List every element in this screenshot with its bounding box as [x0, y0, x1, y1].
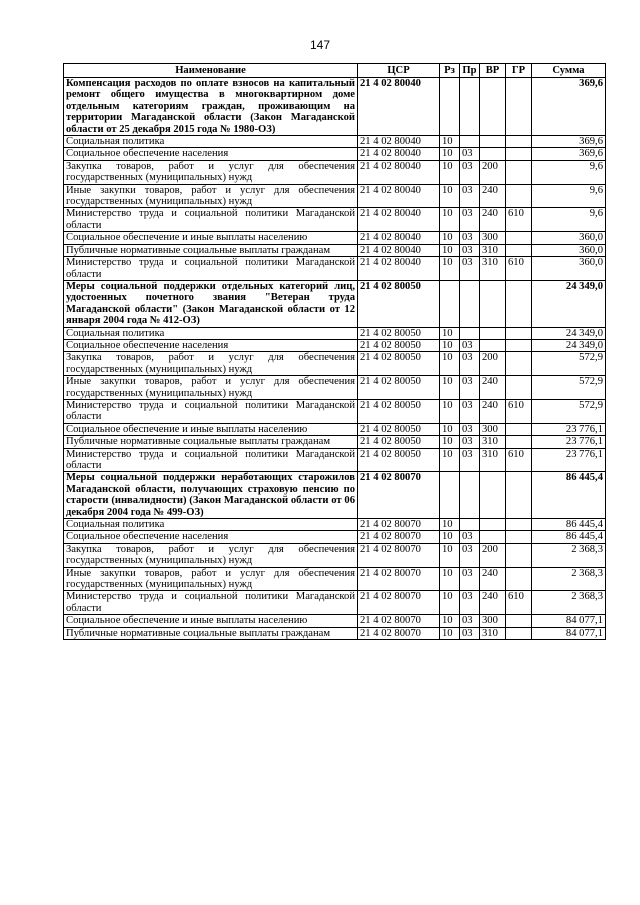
row-sum-cell: 9,6: [532, 184, 606, 208]
table-row: [64, 591, 606, 615]
column-header-gr: ГР: [506, 64, 532, 78]
row-sum-cell: 23 776,1: [532, 436, 606, 448]
row-pr-cell: 03: [460, 232, 480, 244]
row-csr-cell: 21 4 02 80050: [358, 423, 440, 435]
row-rz-cell: 10: [440, 436, 460, 448]
row-csr-cell: 21 4 02 80070: [358, 531, 440, 543]
row-pr-cell: [460, 327, 480, 339]
row-csr-cell: 21 4 02 80040: [358, 257, 440, 281]
row-sum-cell: 23 776,1: [532, 448, 606, 472]
row-sum-cell: 86 445,4: [532, 531, 606, 543]
row-pr-cell: [460, 136, 480, 148]
row-gr-cell: [506, 280, 532, 327]
table-row: [64, 280, 606, 327]
row-gr-cell: [506, 436, 532, 448]
row-name-cell: Иные закупки товаров, работ и услуг для обеспечения государственных (муниципальных) нужд: [64, 567, 358, 591]
row-csr-cell: 21 4 02 80070: [358, 627, 440, 639]
table-row: [64, 148, 606, 160]
table-row: [64, 519, 606, 531]
row-vr-cell: 300: [480, 423, 506, 435]
row-vr-cell: 240: [480, 591, 506, 615]
row-csr-cell: 21 4 02 80070: [358, 567, 440, 591]
column-header-name: Наименование: [64, 64, 358, 78]
row-name-cell: Публичные нормативные социальные выплаты гражданам: [64, 627, 358, 639]
row-gr-cell: 610: [506, 448, 532, 472]
table-row: [64, 376, 606, 400]
row-vr-cell: [480, 280, 506, 327]
row-csr-cell: 21 4 02 80050: [358, 376, 440, 400]
row-sum-cell: 572,9: [532, 352, 606, 376]
row-sum-cell: 2 368,3: [532, 567, 606, 591]
row-gr-cell: [506, 531, 532, 543]
row-csr-cell: 21 4 02 80050: [358, 399, 440, 423]
row-rz-cell: 10: [440, 148, 460, 160]
table-row: [64, 423, 606, 435]
table-header-row: [64, 64, 606, 78]
row-csr-cell: 21 4 02 80040: [358, 244, 440, 256]
row-pr-cell: 03: [460, 257, 480, 281]
row-gr-cell: [506, 615, 532, 627]
row-gr-cell: [506, 352, 532, 376]
row-vr-cell: 310: [480, 448, 506, 472]
row-sum-cell: 84 077,1: [532, 627, 606, 639]
table-body: [64, 78, 606, 640]
row-pr-cell: 03: [460, 591, 480, 615]
row-name-cell: Министерство труда и социальной политики Магаданской области: [64, 399, 358, 423]
row-gr-cell: [506, 423, 532, 435]
row-csr-cell: 21 4 02 80070: [358, 472, 440, 519]
row-csr-cell: 21 4 02 80040: [358, 148, 440, 160]
row-pr-cell: 03: [460, 627, 480, 639]
row-rz-cell: 10: [440, 519, 460, 531]
row-rz-cell: [440, 78, 460, 136]
row-name-cell: Министерство труда и социальной политики Магаданской области: [64, 208, 358, 232]
row-pr-cell: 03: [460, 244, 480, 256]
table-row: [64, 327, 606, 339]
row-rz-cell: 10: [440, 448, 460, 472]
row-name-cell: Социальное обеспечение населения: [64, 148, 358, 160]
row-gr-cell: 610: [506, 399, 532, 423]
row-csr-cell: 21 4 02 80050: [358, 339, 440, 351]
row-pr-cell: [460, 519, 480, 531]
row-vr-cell: [480, 472, 506, 519]
row-rz-cell: 10: [440, 399, 460, 423]
row-pr-cell: 03: [460, 208, 480, 232]
row-rz-cell: 10: [440, 232, 460, 244]
row-pr-cell: 03: [460, 543, 480, 567]
row-gr-cell: [506, 627, 532, 639]
row-gr-cell: [506, 184, 532, 208]
row-sum-cell: 360,0: [532, 257, 606, 281]
column-header-pr: Пр: [460, 64, 480, 78]
table-row: [64, 472, 606, 519]
row-vr-cell: 200: [480, 160, 506, 184]
row-gr-cell: 610: [506, 591, 532, 615]
row-name-cell: Социальное обеспечение и иные выплаты населению: [64, 232, 358, 244]
row-name-cell: Министерство труда и социальной политики Магаданской области: [64, 257, 358, 281]
table-row: [64, 352, 606, 376]
row-pr-cell: 03: [460, 423, 480, 435]
row-sum-cell: 24 349,0: [532, 339, 606, 351]
row-csr-cell: 21 4 02 80070: [358, 543, 440, 567]
row-vr-cell: 200: [480, 543, 506, 567]
column-header-rz: Рз: [440, 64, 460, 78]
table-row: [64, 543, 606, 567]
row-sum-cell: 572,9: [532, 376, 606, 400]
row-pr-cell: [460, 280, 480, 327]
row-rz-cell: 10: [440, 591, 460, 615]
row-csr-cell: 21 4 02 80040: [358, 208, 440, 232]
row-rz-cell: 10: [440, 376, 460, 400]
row-gr-cell: 610: [506, 257, 532, 281]
row-gr-cell: [506, 339, 532, 351]
row-pr-cell: [460, 78, 480, 136]
row-sum-cell: 360,0: [532, 244, 606, 256]
row-pr-cell: 03: [460, 531, 480, 543]
row-vr-cell: [480, 519, 506, 531]
row-pr-cell: 03: [460, 448, 480, 472]
row-pr-cell: 03: [460, 567, 480, 591]
row-vr-cell: [480, 339, 506, 351]
table-row: [64, 339, 606, 351]
row-rz-cell: 10: [440, 615, 460, 627]
row-csr-cell: 21 4 02 80070: [358, 519, 440, 531]
row-sum-cell: 2 368,3: [532, 543, 606, 567]
row-vr-cell: 240: [480, 184, 506, 208]
row-sum-cell: 369,6: [532, 136, 606, 148]
row-sum-cell: 86 445,4: [532, 472, 606, 519]
row-pr-cell: 03: [460, 160, 480, 184]
row-rz-cell: 10: [440, 531, 460, 543]
row-csr-cell: 21 4 02 80040: [358, 184, 440, 208]
row-sum-cell: 360,0: [532, 232, 606, 244]
row-vr-cell: 240: [480, 376, 506, 400]
table-row: [64, 184, 606, 208]
row-gr-cell: [506, 160, 532, 184]
row-csr-cell: 21 4 02 80040: [358, 78, 440, 136]
row-csr-cell: 21 4 02 80040: [358, 136, 440, 148]
row-sum-cell: 369,6: [532, 148, 606, 160]
row-name-cell: Социальное обеспечение населения: [64, 339, 358, 351]
row-gr-cell: [506, 376, 532, 400]
row-vr-cell: 240: [480, 208, 506, 232]
table-row: [64, 244, 606, 256]
row-sum-cell: 572,9: [532, 399, 606, 423]
budget-table: [63, 63, 606, 640]
table-row: [64, 567, 606, 591]
table-row: [64, 78, 606, 136]
row-rz-cell: 10: [440, 184, 460, 208]
row-rz-cell: 10: [440, 627, 460, 639]
row-sum-cell: 24 349,0: [532, 280, 606, 327]
table-row: [64, 436, 606, 448]
row-gr-cell: [506, 136, 532, 148]
row-csr-cell: 21 4 02 80050: [358, 327, 440, 339]
row-name-cell: Иные закупки товаров, работ и услуг для обеспечения государственных (муниципальных) нужд: [64, 184, 358, 208]
row-rz-cell: 10: [440, 543, 460, 567]
row-rz-cell: 10: [440, 160, 460, 184]
row-rz-cell: 10: [440, 423, 460, 435]
row-vr-cell: 240: [480, 567, 506, 591]
row-vr-cell: [480, 148, 506, 160]
row-csr-cell: 21 4 02 80040: [358, 160, 440, 184]
row-name-cell: Меры социальной поддержки неработающих старожилов Магаданской области, получающих страховую пенсию по старости (инвалидности) (Закон Магаданской области от 06 декабря 2004 года № 499-ОЗ): [64, 472, 358, 519]
row-pr-cell: 03: [460, 615, 480, 627]
row-vr-cell: 300: [480, 615, 506, 627]
row-vr-cell: 310: [480, 257, 506, 281]
row-name-cell: Министерство труда и социальной политики Магаданской области: [64, 591, 358, 615]
row-sum-cell: 23 776,1: [532, 423, 606, 435]
row-pr-cell: 03: [460, 352, 480, 376]
row-pr-cell: 03: [460, 399, 480, 423]
row-gr-cell: [506, 543, 532, 567]
column-header-sum: Сумма: [532, 64, 606, 78]
row-csr-cell: 21 4 02 80050: [358, 280, 440, 327]
row-vr-cell: [480, 531, 506, 543]
row-vr-cell: 310: [480, 436, 506, 448]
row-csr-cell: 21 4 02 80050: [358, 448, 440, 472]
column-header-csr: ЦСР: [358, 64, 440, 78]
row-pr-cell: 03: [460, 339, 480, 351]
row-vr-cell: [480, 136, 506, 148]
row-pr-cell: 03: [460, 148, 480, 160]
row-sum-cell: 24 349,0: [532, 327, 606, 339]
row-gr-cell: [506, 148, 532, 160]
row-vr-cell: 310: [480, 627, 506, 639]
row-csr-cell: 21 4 02 80040: [358, 232, 440, 244]
row-gr-cell: [506, 232, 532, 244]
row-sum-cell: 86 445,4: [532, 519, 606, 531]
row-rz-cell: 10: [440, 244, 460, 256]
row-rz-cell: [440, 472, 460, 519]
row-vr-cell: [480, 327, 506, 339]
row-name-cell: Публичные нормативные социальные выплаты гражданам: [64, 244, 358, 256]
row-gr-cell: [506, 327, 532, 339]
table-row: [64, 160, 606, 184]
row-vr-cell: 240: [480, 399, 506, 423]
row-name-cell: Меры социальной поддержки отдельных категорий лиц, удостоенных почетного звания "Ветеран труда Магаданской области" (Закон Магаданской области от 12 января 2004 года № 412-ОЗ): [64, 280, 358, 327]
row-name-cell: Социальная политика: [64, 136, 358, 148]
table-row: [64, 448, 606, 472]
column-header-vr: ВР: [480, 64, 506, 78]
row-rz-cell: 10: [440, 352, 460, 376]
row-vr-cell: 200: [480, 352, 506, 376]
row-name-cell: Социальная политика: [64, 327, 358, 339]
row-rz-cell: [440, 280, 460, 327]
row-rz-cell: 10: [440, 257, 460, 281]
row-name-cell: Министерство труда и социальной политики Магаданской области: [64, 448, 358, 472]
row-sum-cell: 369,6: [532, 78, 606, 136]
row-gr-cell: [506, 519, 532, 531]
row-name-cell: Закупка товаров, работ и услуг для обеспечения государственных (муниципальных) нужд: [64, 160, 358, 184]
row-vr-cell: 300: [480, 232, 506, 244]
row-rz-cell: 10: [440, 339, 460, 351]
row-rz-cell: 10: [440, 208, 460, 232]
row-pr-cell: 03: [460, 376, 480, 400]
row-pr-cell: [460, 472, 480, 519]
row-gr-cell: [506, 244, 532, 256]
row-name-cell: Закупка товаров, работ и услуг для обеспечения государственных (муниципальных) нужд: [64, 543, 358, 567]
row-sum-cell: 9,6: [532, 208, 606, 232]
row-name-cell: Социальное обеспечение населения: [64, 531, 358, 543]
row-csr-cell: 21 4 02 80070: [358, 615, 440, 627]
row-name-cell: Социальное обеспечение и иные выплаты населению: [64, 615, 358, 627]
table-row: [64, 615, 606, 627]
table-row: [64, 208, 606, 232]
row-vr-cell: 310: [480, 244, 506, 256]
table-row: [64, 399, 606, 423]
row-gr-cell: [506, 472, 532, 519]
row-sum-cell: 84 077,1: [532, 615, 606, 627]
table-row: [64, 627, 606, 639]
row-csr-cell: 21 4 02 80050: [358, 436, 440, 448]
row-name-cell: Иные закупки товаров, работ и услуг для обеспечения государственных (муниципальных) нужд: [64, 376, 358, 400]
row-name-cell: Закупка товаров, работ и услуг для обеспечения государственных (муниципальных) нужд: [64, 352, 358, 376]
row-csr-cell: 21 4 02 80070: [358, 591, 440, 615]
row-sum-cell: 9,6: [532, 160, 606, 184]
table-row: [64, 257, 606, 281]
row-rz-cell: 10: [440, 327, 460, 339]
row-name-cell: Социальная политика: [64, 519, 358, 531]
row-sum-cell: 2 368,3: [532, 591, 606, 615]
row-name-cell: Компенсация расходов по оплате взносов на капитальный ремонт общего имущества в многоквартирном доме отдельным категориям граждан, проживающим на территории Магаданской области (Закон Магаданской области от 25 декабря 2015 года № 1980-ОЗ): [64, 78, 358, 136]
row-gr-cell: 610: [506, 208, 532, 232]
row-gr-cell: [506, 567, 532, 591]
row-gr-cell: [506, 78, 532, 136]
table-row: [64, 136, 606, 148]
row-pr-cell: 03: [460, 436, 480, 448]
row-name-cell: Социальное обеспечение и иные выплаты населению: [64, 423, 358, 435]
row-name-cell: Публичные нормативные социальные выплаты гражданам: [64, 436, 358, 448]
row-pr-cell: 03: [460, 184, 480, 208]
page-number: 147: [309, 38, 331, 52]
row-vr-cell: [480, 78, 506, 136]
table-row: [64, 232, 606, 244]
row-csr-cell: 21 4 02 80050: [358, 352, 440, 376]
table-row: [64, 531, 606, 543]
row-rz-cell: 10: [440, 567, 460, 591]
row-rz-cell: 10: [440, 136, 460, 148]
